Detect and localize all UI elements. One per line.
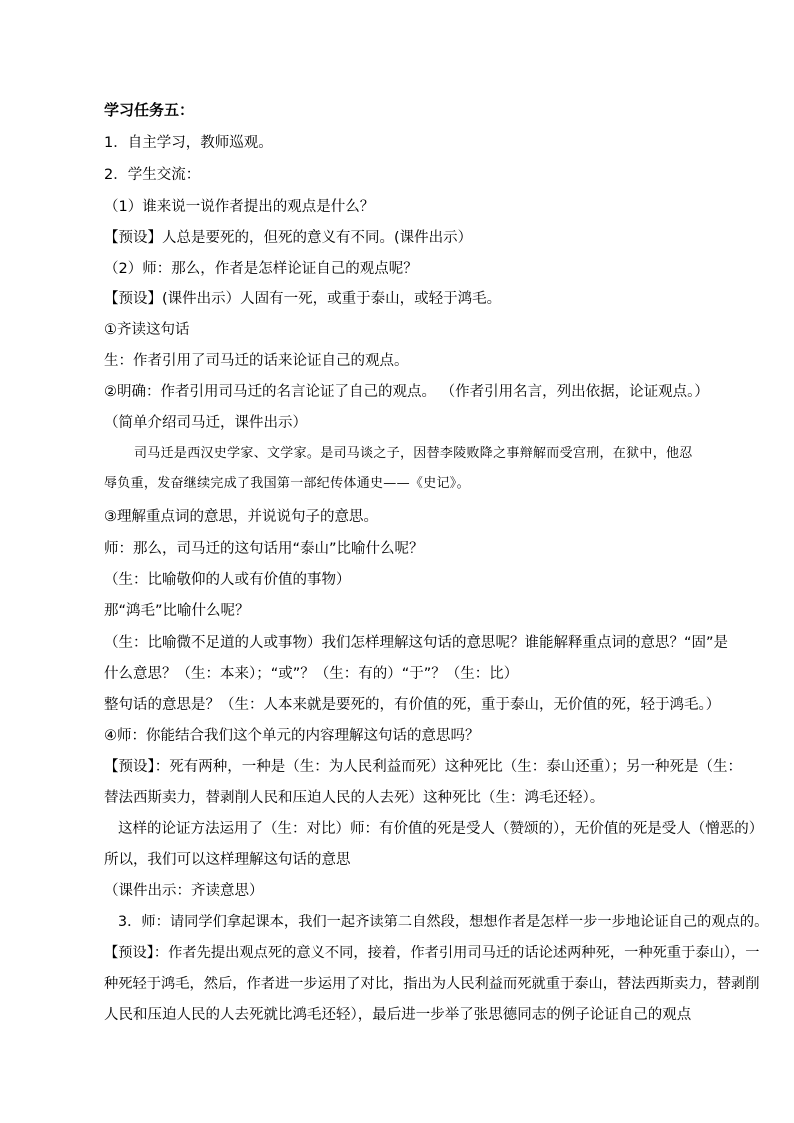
text-line: 1．自主学习，教师巡观。 — [104, 135, 273, 151]
text-line: 【预设】：作者先提出观点死的意义不同，接着，作者引用司马迁的话论述两种死，一种死重于泰山），一 — [104, 945, 760, 961]
text-line: ②明确：作者引用司马迁的名言论证了自己的观点。 （作者引用名言，列出依据，论证观点。） — [104, 384, 709, 400]
text-line: 替法西斯卖力，替剥削人民和压迫人民的人去死）这种死比（生：鸿毛还轻）。 — [104, 790, 605, 806]
text-line: （简单介绍司马迁，课件出示） — [104, 415, 307, 431]
text-line: 【预设】人总是要死的，但死的意义有不同。(课件出示） — [104, 230, 473, 246]
text-line: 那“鸿毛”比喻什么呢？ — [104, 603, 250, 619]
text-line: （课件出示：齐读意思） — [104, 883, 264, 899]
text-line: （生：比喻微不足道的人或事物）我们怎样理解这句话的意思呢？谁能解释重点词的意思？“固”是 — [104, 635, 729, 651]
text-line: ④师：你能结合我们这个单元的内容理解这句话的意思吗？ — [104, 728, 480, 744]
text-line: ③理解重点词的意思，并说说句子的意思。 — [104, 509, 378, 525]
text-line: 师：那么，司马迁的这句话用“泰山”比喻什么呢？ — [104, 541, 424, 557]
text-line: 整句话的意思是？（生：人本来就是要死的，有价值的死，重于泰山，无价值的死，轻于鸿毛。） — [104, 697, 721, 713]
text-line: 什么意思？（生：本来）；“或”？（生：有的）“于”？（生：比） — [104, 666, 519, 682]
text-line: 人民和压迫人民的人去死就比鸿毛还轻），最后进一步举了张思德同志的例子论证自己的观点 — [104, 1007, 692, 1023]
text-line: （2）师：那么，作者是怎样论证自己的观点呢？ — [104, 261, 418, 277]
section-title: 学习任务五： — [104, 101, 195, 119]
text-line: 2．学生交流： — [104, 167, 201, 183]
quote-line: 辱负重，发奋继续完成了我国第一部纪传体通史——《史记》。 — [104, 476, 470, 491]
text-line: ①齐读这句话 — [104, 322, 190, 338]
text-line: （1）谁来说一说作者提出的观点是什么？ — [104, 199, 375, 215]
text-line: 生：作者引用了司马迁的话来论证自己的观点。 — [104, 353, 409, 369]
text-line: （生：比喻敬仰的人或有价值的事物） — [104, 572, 351, 588]
text-line: 3．师：请同学们拿起课本，我们一起齐读第二自然段，想想作者是怎样一步一步地论证自己的观点的。 — [118, 914, 769, 930]
text-line: 【预设】(课件出示）人固有一死，或重于泰山，或轻于鸿毛。 — [104, 291, 502, 307]
text-line: 这样的论证方法运用了（生：对比）师：有价值的死是受人（赞颂的），无价值的死是受人（憎恶的） — [118, 821, 764, 837]
text-line: 种死轻于鸿毛，然后，作者进一步运用了对比，指出为人民利益而死就重于泰山，替法西斯卖力，替剥削 — [104, 976, 760, 992]
quote-line: 司马迁是西汉史学家、文学家。是司马谈之子，因替李陵败降之事辩解而受宫刑，在狱中，他忍 — [134, 446, 693, 461]
text-line: 【预设】：死有两种，一种是（生：为人民利益而死）这种死比（生：泰山还重）；另一种死是（生： — [104, 759, 742, 775]
text-line: 所以，我们可以这样理解这句话的意思 — [104, 852, 351, 868]
